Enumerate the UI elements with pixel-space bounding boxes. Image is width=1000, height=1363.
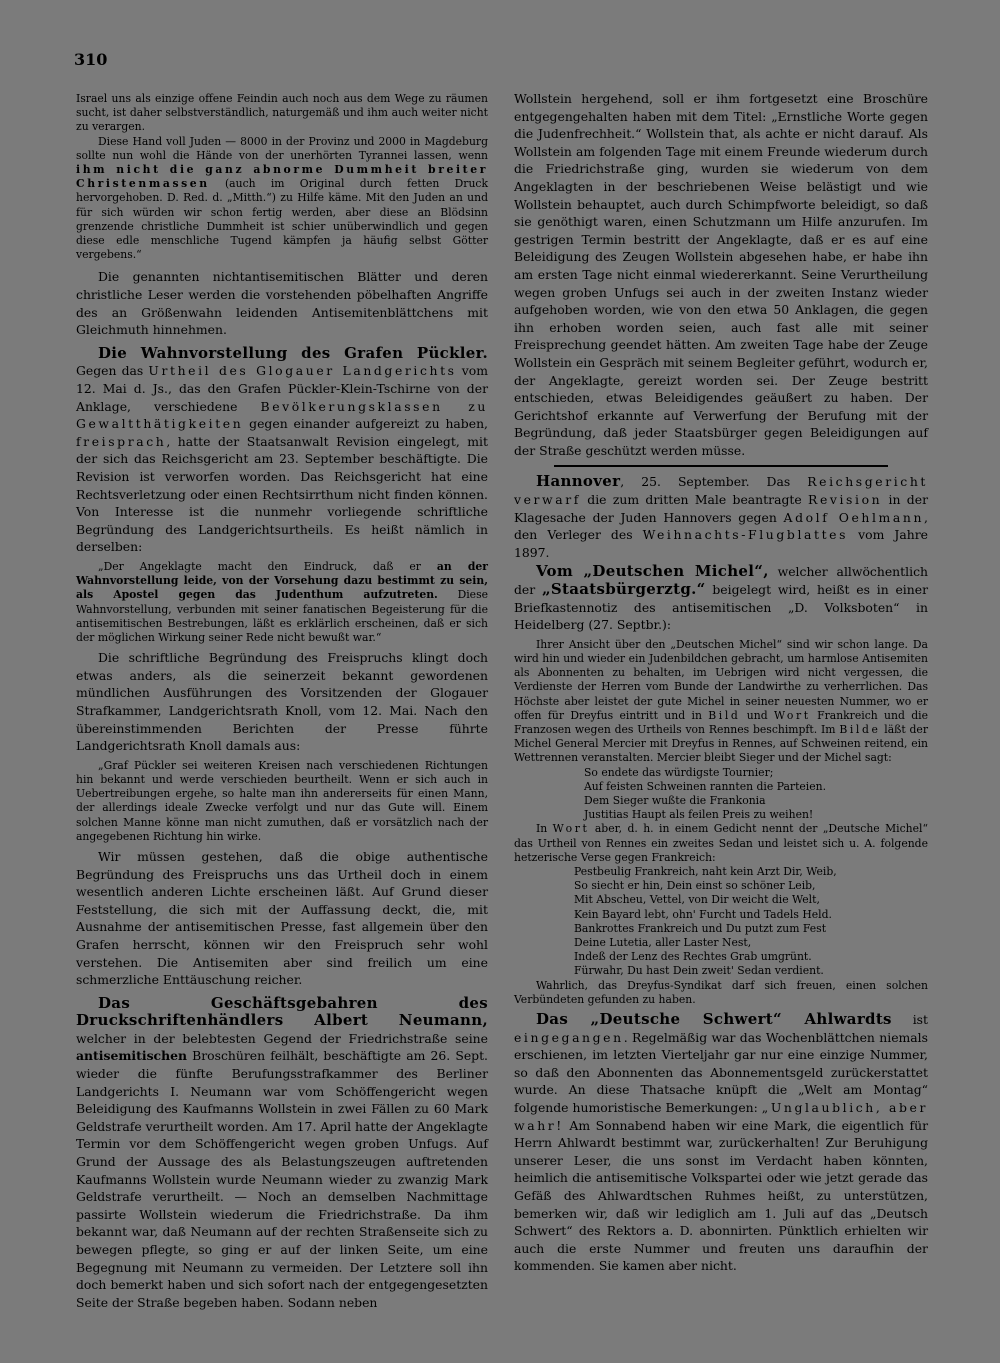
verse-line: Justitias Haupt als feilen Preis zu weihen!: [584, 808, 814, 822]
verse-line: Pestbeulig Frankreich, naht kein Arzt Dir, Weib,: [574, 865, 837, 879]
page-number: 310: [74, 50, 108, 69]
quote-continuation: [76, 92, 488, 262]
block-quote: „Graf Pückler sei weiteren Kreisen nach verschiedenen Richtungen hin bekannt und werde verschieden beurtheilt. Wenn er sich auch in Uebertreibungen ergehe, so halte man ihn andererseits für einen Mann, der allerdings ideale Zwecke verfolgt und nur das Gute will. Einem solchen Manne könne man nicht zumuthen, daß er vorsätzlich nach der angegebenen Richtung hin wirke.: [76, 758, 488, 843]
verse-line: Auf feisten Schweinen rannten die Parteien.: [584, 779, 827, 793]
paragraph: Wir müssen gestehen, daß die obige authentische Begründung des Freispruchs uns das Urtheil doch in einem wesentlich anderen Lichte erscheinen läßt. Auf Grund dieser Feststellung, die sich mit der Auffassung deckt, die, mit Ausnahme der antisemitischen Presse, fast allgemein über den Grafen herrscht, können wir den Freispruch sehr wohl verstehen. Die Antisemiten aber sind freilich um eine schmerzliche Enttäuschung reicher.: [76, 848, 488, 988]
left-column: [76, 92, 488, 1311]
divider: [554, 465, 888, 467]
block-quote: Ihrer Ansicht über den „Deutschen Michel“ sind wir schon lange. Da wird hin und wieder ein Judenbildchen gebracht, um harmlose Antisemiten als Abonnenten zu behalten, im Uebrigen wird nicht vergessen, die Verdienste der Herren vom Bunde der Landwirthe zu verherrlichen. Das Höchste aber leistet der gute Michel in seiner neuesten Nummer, wo er offen für Dreyfus eintritt und in Bild und Wort Frankreich und die Franzosen wegen des Urtheils von Rennes beschimpft. Im Bilde läßt der Michel General Mercier mit Dreyfus in Rennes, auf Schweinen reitend, ein Wettrennen veranstalten. Mercier bleibt Sieger und der Michel sagt: So endete das würdigste Tournier; Auf feisten Schweinen rannten die Parteien. Dem Sieger wußte die Frankonia Justitias Haupt als feilen Preis zu weihen! In Wort aber, d. h. in einem Gedicht nennt der „Deutsche Michel“ das Urtheil von Rennes ein zweites Sedan und leistet sich u. A. folgende hetzerische Verse gegen Frankreich: Pestbeulig Frankreich, naht kein Arzt Dir, Weib, So siecht er hin, Dein einst so schöner Leib, Mit Abscheu, Vettel, von Dir weicht die Welt, Kein Bayard lebt, ohn' Furcht und Tadels Held. Bankrottes Frankreich und Du putzt zum Fest Deine Lutetia, aller Laster Nest, Indeß der Lenz des Rechtes Grab umgrünt. Fürwahr, Du hast Dein zweit' Sedan verdient. Wahrlich, das Dreyfus-Syndikat darf sich freuen, einen solchen Verbündeten gefunden zu haben.: [514, 637, 928, 1006]
paragraph: Diese Hand voll Juden — 8000 in der Provinz und 2000 in Magdeburg sollte nun wohl die Hände von der unerhörten Tyrannei lassen, wenn ihm nicht die ganz abnorme Dummheit breiter Christenmassen (auch im Original durch fetten Druck hervorgehoben. D. Red. d. „Mitth.“) zu Hilfe käme. Mit den Juden an und für sich würden wir schon fertig werden, aber diese an Blödsinn grenzende christliche Dummheit ist schier unüberwindlich und gegen diese edle menschliche Tugend kämpfen ja häufig selbst Götter vergebens.“: [76, 134, 488, 262]
verse-line: Fürwahr, Du hast Dein zweit' Sedan verdient.: [574, 964, 824, 978]
article-heading: Das Geschäftsgebahren des Druckschriftenhändlers Albert Neumann,: [76, 993, 488, 1030]
article: Hannover, 25. September. Das Reichsgericht verwarf die zum dritten Male beantragte Revision in der Klagesache der Juden Hannovers gegen Adolf Oehlmann, den Verleger des Weihnachts-Flugblattes vom Jahre 1897.: [514, 472, 929, 560]
verse-line: So endete das würdigste Tournier;: [584, 765, 774, 779]
paragraph: Wollstein hergehend, soll er ihm fortgesetzt eine Broschüre entgegengehalten haben mit dem Titel: „Ernstliche Worte gegen die Judenfrechheit.“ Wollstein that, als achte er nicht darauf. Als Wollstein am folgenden Tage mit einem Freunde wiederum durch die Friedrichstraße ging, wurden sie wiederum von dem Angeklagten in der beschriebenen Weise belästigt und wie Wollstein behauptet, auch durch Schimpfworte beleidigt, so daß sie genöthigt waren, einen Schutzmann um Hilfe anzurufen. Im gestrigen Termin bestritt der Angeklagte, daß er es auf eine Beleidigung des Zeugen Wollstein abgesehen habe, er habe ihn am ersten Tage nicht einmal wiedererkannt. Seine Verurtheilung wegen groben Unfugs sei auch in der zweiten Instanz wieder aufgehoben worden, wie von den etwa 50 Anklagen, die gegen ihn erhoben worden seien, auch fast alle mit seiner Freisprechung geendet hätten. Am zweiten Tage habe der Zeuge Wollstein ein Gespräch mit seinem Begleiter geführt, wodurch er, der Angeklagte, gereizt worden sei. Der Zeuge bestritt entschieden, etwas Beleidigendes geäußert zu haben. Der Gerichtshof erkannte auf Verwerfung der Berufung mit der Begründung, daß jeder Staatsbürger gegen Beleidigungen auf der Straße geschützt werden müsse.: [514, 91, 928, 458]
right-column: [514, 90, 928, 1275]
article: Das Geschäftsgebahren des Druckschriftenhändlers Albert Neumann, welcher in der belebtesten Gegend der Friedrichstraße seine antisemitischen Broschüren feilhält, beschäftigte am 26. Sept. wieder die fünfte Berufungsstrafkammer des Berliner Landgerichts I. Neumann war vom Schöffengericht wegen Beleidigung des Kaufmanns Wollstein in zwei Fällen zu 60 Mark Geldstrafe verurtheilt worden. Am 17. April hatte der Angeklagte Termin vor dem Schöffengericht wegen groben Unfugs. Auf Grund der Aussage des als Belastungszeugen auftretenden Kaufmanns Wollstein wurde Neumann wieder zu zwanzig Mark Geldstrafe verurtheilt. — Noch an demselben Nachmittage passirte Wollstein wiederum die Friedrichstraße. Da ihm bekannt war, daß Neumann auf der rechten Straßenseite sich zu bewegen pflegte, so ging er auf der linken Seite, um eine Begegnung mit Neumann zu vermeiden. Der Letztere soll ihn doch bemerkt haben und sich sofort nach der entgegengesetzten Seite der Straße begeben haben. Sodann neben: [76, 993, 489, 1310]
article: Das „Deutsche Schwert“ Ahlwardts ist eingegangen. Regelmäßig war das Wochenblättchen niemals erschienen, im letzten Vierteljahr gar nur eine einzige Nummer, so daß den Abonnenten das Abonnementsgeld zurückerstattet wurde. An diese Thatsache knüpft die „Welt am Montag“ folgende humoristische Bemerkungen: „Unglaublich, aber wahr! Am Sonnabend haben wir eine Mark, die eigentlich für Herrn Ahlwardt bestimmt war, zurückerhalten! Zur Beruhigung unserer Leser, die uns sonst im Verdacht haben könnten, heimlich die antisemitische Volkspartei oder wie jetzt gerade das Gefäß des Ahlwardtschen Ruhmes heißt, zu unterstützen, bemerken wir, daß wir lediglich am 1. Juli auf das „Deutsch Schwert“ des Rektors a. D. abonnirten. Pünktlich erhielten wir auch die erste Nummer und freuten uns daraufhin der kommenden. Sie kamen aber nicht.: [514, 1010, 928, 1274]
verse-line: Dem Sieger wußte die Frankonia: [584, 794, 766, 808]
verse-line: Bankrottes Frankreich und Du putzt zum Fest: [574, 921, 827, 935]
paragraph: Die genannten nichtantisemitischen Blätter und deren christliche Leser werden die vorstehenden pöbelhaften Angriffe des an Größenwahn leidenden Antisemitenblättchens mit Gleichmuth hinnehmen.: [76, 269, 488, 338]
verse-line: Kein Bayard lebt, ohn' Furcht und Tadels Held.: [574, 907, 832, 921]
article: Vom „Deutschen Michel“, welcher allwöchentlich der „Staatsbürgerztg.“ beigelegt wird, heißt es in einer Briefkastennotiz des antisemitischen „D. Volksboten“ in Heidelberg (27. Septbr.):: [514, 562, 928, 633]
verse-line: So siecht er hin, Dein einst so schöner Leib,: [574, 879, 816, 893]
paragraph: Israel uns als einzige offene Feindin auch noch aus dem Wege zu räumen sucht, ist daher selbstverständlich, naturgemäß und ihm auch weiter nicht zu verargen.: [76, 92, 488, 134]
article: Die Wahnvorstellung des Grafen Pückler. Gegen das Urtheil des Glogauer Landgerichts vom 12. Mai d. Js., das den Grafen Pückler-Klein-Tschirne von der Anklage, verschiedene Bevölkerungsklassen zu Gewaltthätigkeiten gegen einander aufgereizt zu haben, freisprach, hatte der Staatsanwalt Revision eingelegt, mit der sich das Reichsgericht am 23. September beschäftigte. Die Revision ist verworfen worden. Das Reichsgericht hat eine Rechtsverletzung oder einen Rechtsirrthum nicht finden können. Von Interesse ist die nunmehr vorliegende schriftliche Begründung des Landgerichtsurtheils. Es heißt nämlich in derselben:: [76, 343, 488, 555]
verse-line: Deine Lutetia, aller Laster Nest,: [574, 936, 752, 950]
block-quote: „Der Angeklagte macht den Eindruck, daß er an der Wahnvorstellung leide, von der Vorsehung dazu bestimmt zu sein, als Apostel gegen das Judenthum aufzutreten. Diese Wahnvorstellung, verbunden mit seiner fanatischen Begeisterung für die antisemitischen Bestrebungen, läßt es erklärlich erscheinen, daß er sich der möglichen Wirkung seiner Rede nicht bewußt war.“: [76, 559, 488, 644]
paragraph: Die schriftliche Begründung des Freispruchs klingt doch etwas anders, als die seinerzeit bekannt gewordenen mündlichen Ausführungen des Vorsitzenden der Glogauer Strafkammer, Landgerichtsrath Knoll, vom 12. Mai. Nach den übereinstimmenden Berichten der Presse führte Landgerichtsrath Knoll damals aus:: [76, 650, 488, 754]
verse-line: Mit Abscheu, Vettel, von Dir weicht die Welt,: [574, 893, 820, 907]
verse-line: Indeß der Lenz des Rechtes Grab umgrünt.: [574, 950, 812, 964]
article-heading: Die Wahnvorstellung des Grafen Pückler.: [98, 343, 488, 362]
